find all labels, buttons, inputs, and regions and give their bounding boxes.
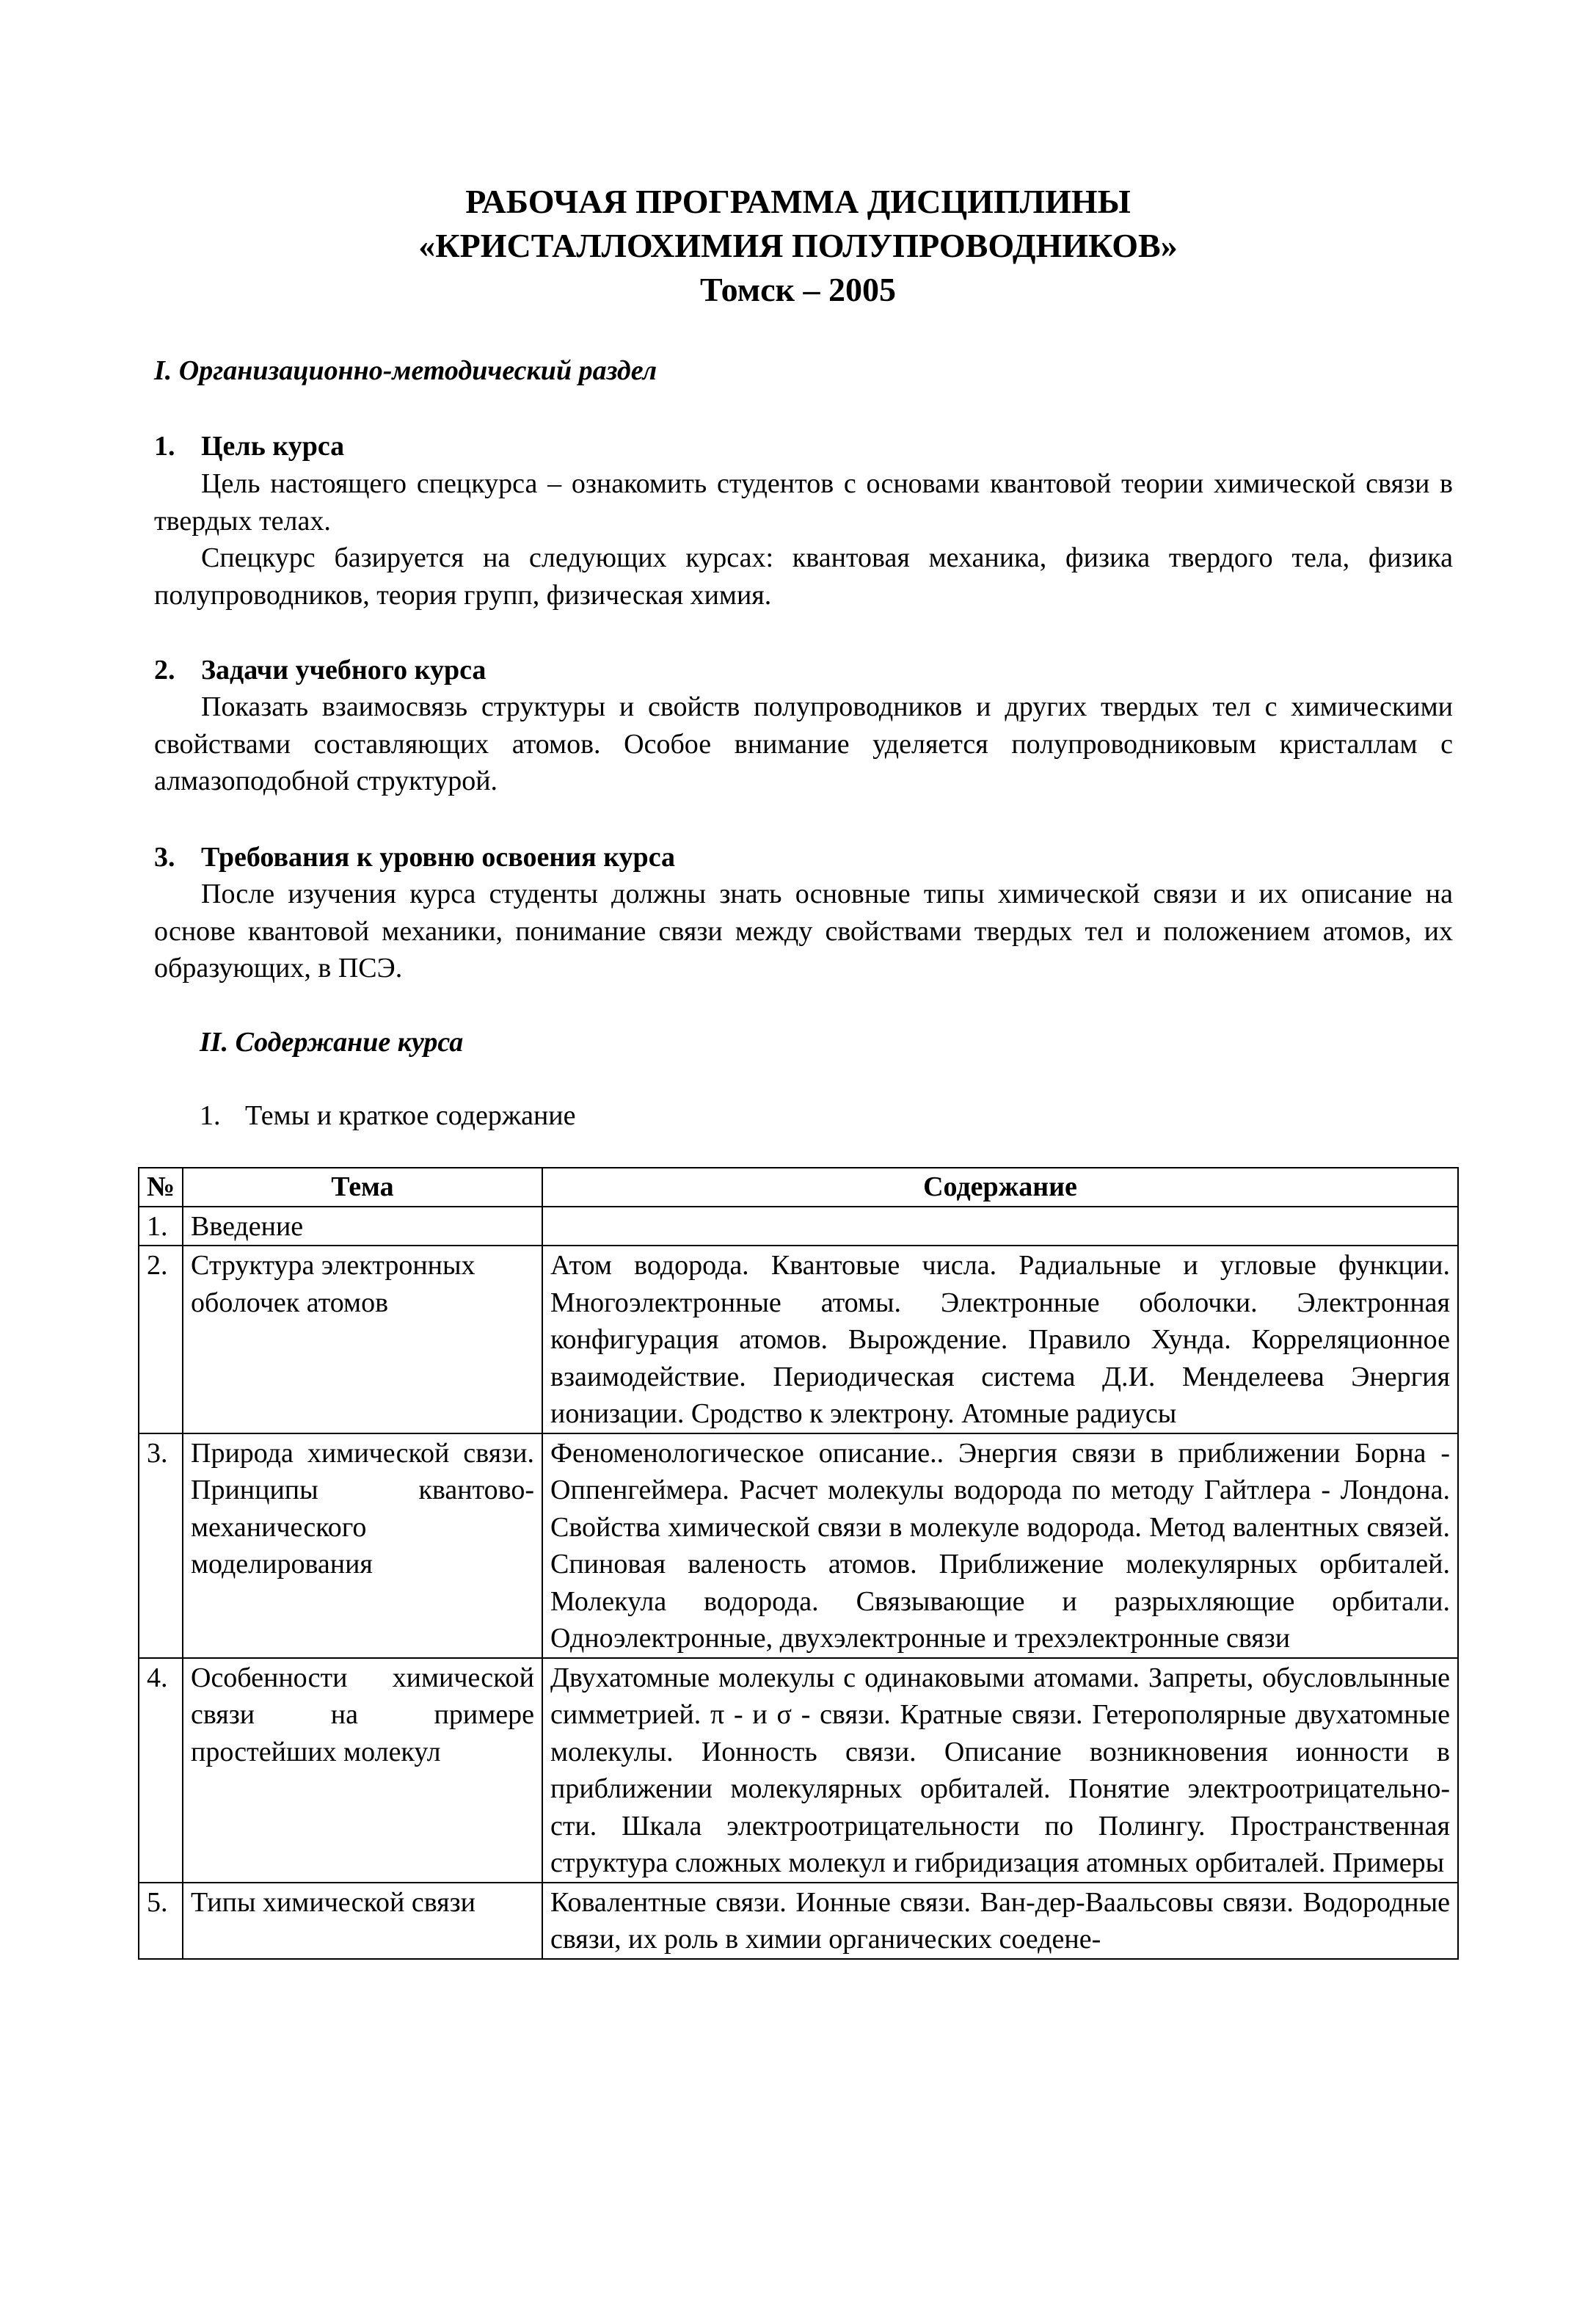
- item-2-paragraph-1: Показать взаимосвязь структуры и свойств полупроводников и других твердых тел с химическими свойствами составляющих атомов. Особое внимание уделяется полупроводниковым кристаллам с алмазоподобной структурой.: [154, 691, 1453, 796]
- table-row: [139, 1246, 1458, 1433]
- item-3-heading: [154, 839, 675, 876]
- topics-table: [138, 1167, 1459, 1960]
- table-row: [139, 1207, 1458, 1246]
- row-number: 1.: [139, 1207, 183, 1246]
- row-content: [542, 1207, 1458, 1246]
- document-title-line-2: «КРИСТАЛЛОХИМИЯ ПОЛУПРОВОДНИКОВ»: [418, 227, 1178, 264]
- row-topic: Структура электронных оболочек атомов: [183, 1246, 542, 1433]
- row-number: 5.: [139, 1883, 183, 1959]
- table-row: [139, 1433, 1458, 1658]
- row-topic: Типы химической связи: [183, 1883, 542, 1959]
- row-content: Атом водорода. Квантовые числа. Радиальные и угловые функции. Многоэлектронные атомы. Электронные оболочки. Электронная конфигурация атомов. Вырождение. Правило Хунда. Корреляционное взаимодействие. Периодическая система Д.И. Менделеева Энергия ионизации. Сродство к электрону. Атомные радиусы: [542, 1246, 1458, 1433]
- document-title-line-1: РАБОЧАЯ ПРОГРАММА ДИСЦИПЛИНЫ: [465, 183, 1131, 220]
- section-2-subitem-label: Темы и краткое содержание: [245, 1100, 576, 1131]
- section-2-subitem: [200, 1097, 576, 1134]
- item-2-title: Задачи учебного курса: [201, 655, 487, 686]
- section-1-heading: I. Организационно-методический раздел: [154, 355, 657, 386]
- section-2-subitem-number: 1.: [200, 1100, 221, 1131]
- table-row: [139, 1883, 1458, 1959]
- row-number: 2.: [139, 1246, 183, 1433]
- section-2-heading: II. Содержание курса: [200, 1027, 464, 1058]
- row-content: Ковалентные связи. Ионные связи. Ван-дер-Ваальсовы связи. Водородные связи, их роль в химии органических соедене-: [542, 1883, 1458, 1959]
- item-2-number: 2.: [154, 655, 175, 686]
- row-content: Двухатомные молекулы с одинаковыми атомами. Запреты, обусловлынные симметрией. π - и σ - связи. Кратные связи. Гетерополярные двухатомные молекулы. Ионность связи. Описание возникновения ионности в приближении молекулярных орбиталей. Понятие электроотрицательно-сти. Шкала электроотрицательности по Полингу. Пространственная структура сложных молекул и гибридизация атомных орбиталей. Примеры: [542, 1658, 1458, 1883]
- document-title-line-3: Томск – 2005: [700, 271, 896, 308]
- row-number: 4.: [139, 1658, 183, 1883]
- item-1-title: Цель курса: [201, 431, 345, 462]
- row-number: 3.: [139, 1433, 183, 1658]
- row-topic: Введение: [183, 1207, 542, 1246]
- item-3-number: 3.: [154, 842, 175, 873]
- item-3-paragraph-1: После изучения курса студенты должны знать основные типы химической связи и их описание на основе квантовой механики, понимание связи между свойствами твердых тел и положением атомов, их образующих, в ПСЭ.: [154, 879, 1453, 984]
- item-1-paragraph-2: Спецкурс базируется на следующих курсах: квантовая механика, физика твердого тела, физика полупроводников, теория групп, физическая химия.: [154, 542, 1453, 611]
- row-topic: Особенности химической связи на примере простейших молекул: [183, 1658, 542, 1883]
- item-2-heading: [154, 652, 486, 688]
- table-row: [139, 1658, 1458, 1883]
- column-header-topic: Тема: [183, 1168, 542, 1207]
- column-header-content: Содержание: [542, 1168, 1458, 1207]
- item-3-title: Требования к уровню освоения курса: [201, 842, 676, 873]
- item-1-number: 1.: [154, 431, 175, 462]
- item-1-heading: [154, 428, 344, 465]
- column-header-number: №: [139, 1168, 183, 1207]
- row-content: Феноменологическое описание.. Энергия связи в приближении Борна - Оппенгеймера. Расчет молекулы водорода по методу Гайтлера - Лондона. Свойства химической связи в молекуле водорода. Метод валентных связей. Спиновая валеность атомов. Приближение молекулярных орбиталей. Молекула водорода. Связывающие и разрыхляющие орбитали. Одноэлектронные, двухэлектронные и трехэлектронные связи: [542, 1433, 1458, 1658]
- row-topic: Природа химической связи. Принципы квантово-механического моделирования: [183, 1433, 542, 1658]
- table-header-row: [139, 1168, 1458, 1207]
- item-1-paragraph-1: Цель настоящего спецкурса – ознакомить студентов с основами квантовой теории химической связи в твердых телах.: [154, 468, 1453, 537]
